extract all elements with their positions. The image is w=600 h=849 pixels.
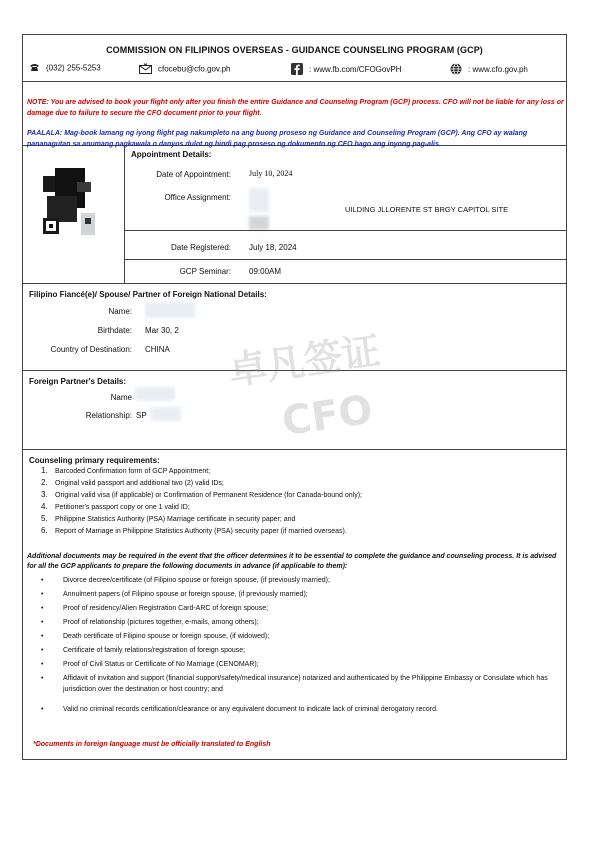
filipino-section-title: Filipino Fiancé(e)/ Spouse/ Partner of Foreign National Details: xyxy=(29,290,267,299)
email-contact xyxy=(139,63,230,76)
document-bullet: • Annulment papers (of Filipino spouse or foreign spouse, (if previously married); xyxy=(41,591,308,598)
email-address[interactable]: cfocebu@cfo.gov.ph xyxy=(158,64,231,74)
destination-country-value: CHINA xyxy=(145,345,170,354)
email-icon xyxy=(139,63,152,76)
translation-note: *Documents in foreign language must be officially translated to English xyxy=(33,741,271,748)
office-assignment-value: UILDING JLLORENTE ST BRGY CAPITOL SITE xyxy=(345,205,509,214)
phone-icon xyxy=(29,63,40,74)
office-redaction-2 xyxy=(249,216,269,230)
requirement-item: 4. Petitioner's passport copy or one 1 valid ID; xyxy=(41,502,190,511)
english-flight-note: NOTE: You are advised to book your flight only after you finish the entire Guidance and Counseling Program (GCP) process. CFO will not be liable for any loss or damage due to failure to secure the CFO document prior to your flight. xyxy=(27,99,564,117)
gcp-seminar-label: GCP Seminar: xyxy=(179,267,231,276)
destination-country-label: Country of Destination: xyxy=(50,345,132,354)
foreign-partner-section xyxy=(23,371,566,450)
requirement-item: 2. Original valid passport and additional two (2) valid IDs; xyxy=(41,478,224,487)
appointment-section-title: Appointment Details: xyxy=(131,150,212,159)
relationship-redaction xyxy=(151,407,181,421)
document-title: COMMISSION ON FILIPINOS OVERSEAS - GUIDANCE COUNSELING PROGRAM (GCP) xyxy=(106,45,483,55)
document-header xyxy=(23,35,566,82)
date-registered-value: July 18, 2024 xyxy=(249,243,297,252)
foreign-name-redaction xyxy=(135,387,175,401)
relationship-value: SP xyxy=(136,411,147,420)
relationship-label: Relationship: xyxy=(85,411,132,420)
phone-number: (032) 255-5253 xyxy=(46,63,101,73)
office-assignment-label: Office Assignment: xyxy=(164,193,231,202)
document-bullet: • Death certificate of Filipino spouse or foreign spouse, (if widowed); xyxy=(41,633,270,640)
filipino-partner-section xyxy=(23,284,566,371)
appointment-section xyxy=(23,146,566,284)
date-registered-label: Date Registered: xyxy=(170,243,231,252)
document-bullet: • Valid no criminal records certification/clearance or any equivalent document to indicate lack of criminal derogatory record. xyxy=(41,706,438,713)
facebook-icon xyxy=(291,63,303,77)
requirements-title: Counseling primary requirements: xyxy=(29,456,160,465)
qr-code-image xyxy=(41,168,101,238)
requirements-section xyxy=(23,450,566,764)
appointment-divider-1 xyxy=(124,230,566,231)
requirement-item: 1. Barcoded Confirmation form of GCP Appointment; xyxy=(41,466,211,475)
requirement-item: 3. Original valid visa (if applicable) or Confirmation of Permanent Residence (for Canada-bound only); xyxy=(41,490,362,499)
document-bullet: • Divorce decree/certificate (of Filipino spouse or foreign spouse, (if previously married); xyxy=(41,577,330,584)
requirement-item: 6. Report of Marriage in Philippine Statistics Authority (PSA) security paper (if married overseas). xyxy=(41,526,347,535)
globe-icon xyxy=(450,63,462,77)
filipino-birthdate-label: Birthdate: xyxy=(97,326,132,335)
facebook-url[interactable]: : www.fb.com/CFOGovPH xyxy=(309,65,402,75)
facebook-contact xyxy=(291,63,401,77)
filipino-birthdate-value: Mar 30, 2 xyxy=(145,326,179,335)
agency-watermark: 卓凡签证 xyxy=(226,328,383,394)
requirement-item: 5. Philippine Statistics Authority (PSA) Marriage certificate in security paper; and xyxy=(41,514,296,523)
foreign-section-title: Foreign Partner's Details: xyxy=(29,377,127,386)
document-bullet: • Proof of residency/Alien Registration Card-ARC of foreign spouse; xyxy=(41,605,269,612)
filipino-name-redaction xyxy=(145,302,195,318)
appointment-date-value: July 10, 2024 xyxy=(249,169,293,178)
qr-code-cell xyxy=(23,146,125,283)
appointment-divider-2 xyxy=(124,259,566,260)
document-bullet: • Proof of Civil Status or Certificate of No Marriage (CENOMAR); xyxy=(41,661,259,668)
document-bullet: • Affidavit of invitation and support (financial support/safety/medical insurance) notarized and authenticated by the Philippine Embassy or Consulate which has jurisdiction over the destination or host country; and xyxy=(41,675,548,693)
filipino-flight-note: PAALALA: Mag-book lamang ng iyong flight pag nakumpleto na ang buong proseso ng Guidance and Counseling Program (GCP). Ang CFO ay walang pananagutan sa anumang pagkawala o danyos dulot ng hindi pag proseso ng dokumento ng CFO bago ang inyong pag-alis. xyxy=(27,130,528,148)
cfo-watermark: CFO xyxy=(279,386,376,446)
website-url[interactable]: : www.cfo.gov.ph xyxy=(468,65,528,75)
filipino-name-label: Name: xyxy=(108,307,132,316)
phone-contact xyxy=(29,63,101,74)
additional-documents-note: Additional documents may be required in the event that the officer determines it to be essential to complete the guidance and counseling process. It is advised for all the GCP applicants to prepare the following documents in advance (if applicable to them): xyxy=(27,553,557,570)
document-bullet: • Certificate of family relations/registration of foreign spouse; xyxy=(41,647,246,654)
office-redaction xyxy=(249,188,269,212)
foreign-name-label: Name xyxy=(110,393,132,402)
gcp-seminar-value: 09:00AM xyxy=(249,267,282,276)
appointment-date-label: Date of Appointment: xyxy=(156,170,231,179)
document-bullet: • Proof of relationship (pictures together, e-mails, among others); xyxy=(41,619,259,626)
website-contact xyxy=(450,63,528,77)
